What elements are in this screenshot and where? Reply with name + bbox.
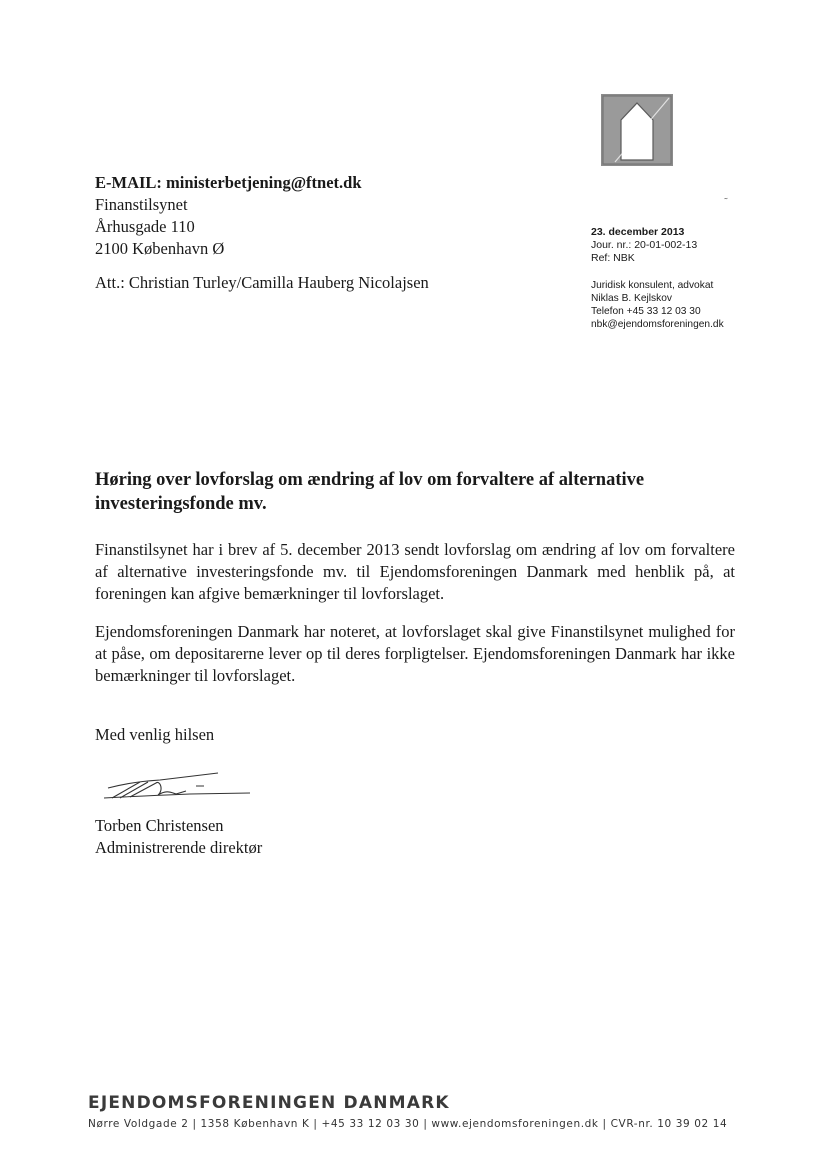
handwritten-signature — [100, 766, 260, 806]
house-in-square-logo-icon — [601, 94, 673, 166]
recipient-line: Finanstilsynet — [95, 195, 188, 214]
recipient-block — [95, 172, 362, 260]
recipient-line: 2100 København Ø — [95, 239, 225, 258]
contact-email: nbk@ejendomsforeningen.dk — [591, 319, 724, 330]
journal-number: Jour. nr.: 20-01-002-13 — [591, 239, 698, 251]
recipient-email: E-MAIL: ministerbetjening@ftnet.dk — [95, 173, 362, 192]
signer-title: Administrerende direktør — [95, 838, 263, 857]
footer-organization-name: EJENDOMSFORENINGEN DANMARK — [88, 1093, 450, 1113]
closing-phrase: Med venlig hilsen — [95, 725, 215, 744]
contact-name: Niklas B. Kejlskov — [591, 293, 672, 304]
letter-date: 23. december 2013 — [591, 226, 685, 238]
recipient-line: Århusgade 110 — [95, 217, 195, 236]
signer-block — [95, 815, 262, 859]
contact-phone: Telefon +45 33 12 03 30 — [591, 306, 701, 317]
attention-line: Att.: Christian Turley/Camilla Hauberg Nicolajsen — [95, 273, 429, 292]
contact-title: Juridisk konsulent, advokat — [591, 280, 714, 291]
footer-contact-info: Nørre Voldgade 2 | 1358 København K | +45 33 12 03 30 | www.ejendomsforeningen.dk | CVR-nr. 10 39 02 14 — [88, 1118, 728, 1130]
scan-mark: ˜ — [724, 196, 728, 208]
letter-subject: Høring over lovforslag om ændring af lov om forvaltere af alternative investeringsfonde mv. — [95, 470, 645, 514]
letter-meta — [591, 226, 697, 265]
reference: Ref: NBK — [591, 252, 635, 264]
contact-block — [591, 279, 724, 331]
body-paragraph: Ejendomsforeningen Danmark har noteret, at lovforslaget skal give Finanstilsynet mulighed for at påse, om depositarerne lever op til deres forpligtelser. Ejendomsforeningen Danmark har ikke bemærkninger til lovforslaget. — [95, 622, 735, 685]
body-paragraph: Finanstilsynet har i brev af 5. december 2013 sendt lovforslag om ændring af lov om forvaltere af alternative investeringsfonde mv. til Ejendomsforeningen Danmark med henblik på, at foreningen kan afgive bemærkninger til lovforslaget. — [95, 540, 735, 603]
signer-name: Torben Christensen — [95, 816, 224, 835]
